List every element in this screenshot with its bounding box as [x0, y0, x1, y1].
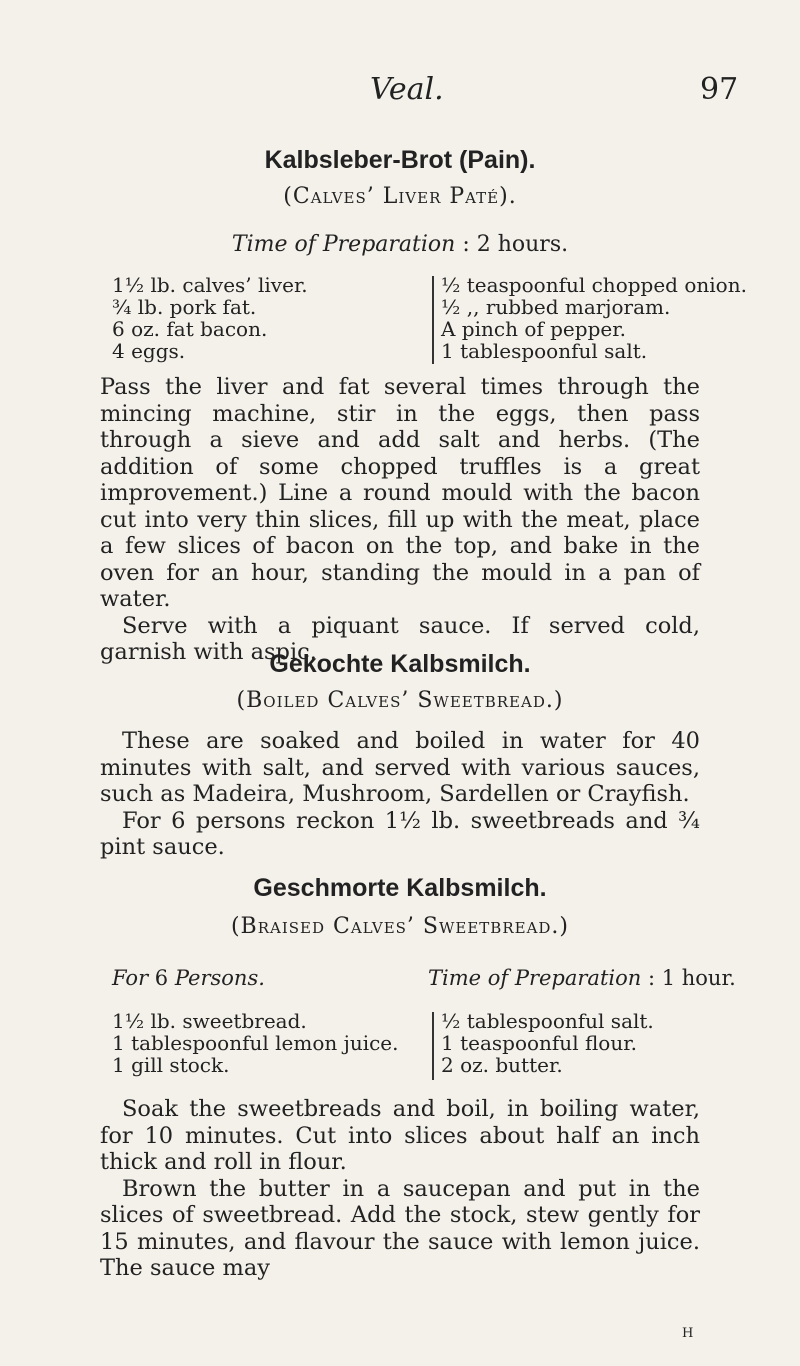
recipe2-title-en: (Boiled Calves’ Sweetbread.)	[236, 688, 564, 713]
recipe3-persons	[112, 966, 265, 990]
recipe2-method	[100, 728, 700, 861]
recipe1-ingredients-right	[441, 274, 747, 362]
recipe3-ingredients-right	[441, 1010, 654, 1076]
persons-number: 6	[154, 966, 169, 990]
column-divider	[432, 1012, 434, 1080]
ingredient-item: A pinch of pepper.	[441, 317, 626, 341]
method-paragraph: Soak the sweetbreads and boil, in boiling water, for 10 minutes. Cut into slices about half an inch thick and roll in flour.	[100, 1096, 700, 1175]
running-head	[0, 72, 800, 112]
method-paragraph: Serve with a piquant sauce. If served cold, garnish with aspic.	[100, 612, 700, 665]
chapter-title: Veal.	[370, 72, 444, 107]
page-number: 97	[700, 72, 739, 107]
recipe3-ingredients-left	[112, 1010, 399, 1076]
persons-suffix: Persons.	[174, 966, 265, 990]
recipe3-title-de: Geschmorte Kalbsmilch.	[253, 874, 547, 902]
prep-value: : 2 hours.	[462, 232, 569, 257]
ingredient-item: ¾ lb. pork fat.	[112, 295, 257, 319]
method-paragraph: Pass the liver and fat several times through the mincing machine, stir in the eggs, then pass through a sieve and add salt and herbs. (The addition of some chopped truffles is a great improvement.) Line a round mould with the bacon cut into very thin slices, fill up with the meat, place a few slices of bacon on the top, and bake in the oven for an hour, standing the mould in a pan of water.	[100, 374, 700, 612]
prep-value: : 1 hour.	[647, 966, 736, 990]
recipe3-method	[100, 1096, 700, 1282]
ingredient-item: ½ ,, rubbed marjoram.	[441, 295, 671, 319]
recipe1-title-de: Kalbsleber-Brot (Pain).	[264, 146, 536, 174]
recipe1-method	[100, 374, 700, 666]
ingredient-item: 1 tablespoonful salt.	[441, 339, 648, 363]
ingredient-item: 1 gill stock.	[112, 1053, 230, 1077]
recipe3-prep-time	[428, 966, 736, 990]
recipe3-title-en: (Braised Calves’ Sweetbread.)	[230, 914, 570, 939]
ingredient-item: 1½ lb. sweetbread.	[112, 1009, 307, 1033]
ingredient-item: 6 oz. fat bacon.	[112, 317, 268, 341]
ingredient-item: ½ tablespoonful salt.	[441, 1009, 654, 1033]
signature-mark: H	[682, 1326, 695, 1341]
method-paragraph: Brown the butter in a saucepan and put in the slices of sweetbread. Add the stock, stew gently for 15 minutes, and flavour the sauce with lemon juice. The sauce may	[100, 1175, 700, 1281]
ingredient-item: 1 teaspoonful flour.	[441, 1031, 637, 1055]
ingredient-item: 4 eggs.	[112, 339, 186, 363]
column-divider	[432, 276, 434, 364]
recipe1-prep-time	[0, 232, 800, 257]
recipe1-title-en: (Calves’ Liver Paté).	[283, 184, 517, 209]
recipe1-ingredients-left	[112, 274, 308, 362]
method-paragraph: These are soaked and boiled in water for 40 minutes with salt, and served with various sauces, such as Madeira, Mushroom, Sardellen or Crayfish.	[100, 728, 700, 807]
ingredient-item: 1½ lb. calves’ liver.	[112, 273, 308, 297]
ingredient-item: 1 tablespoonful lemon juice.	[112, 1031, 399, 1055]
persons-prefix: For	[112, 966, 149, 990]
ingredient-item: ½ teaspoonful chopped onion.	[441, 273, 747, 297]
prep-label: Time of Preparation	[231, 232, 456, 257]
prep-label: Time of Preparation	[428, 966, 642, 990]
recipe2-title-de: Gekochte Kalbsmilch.	[269, 650, 531, 678]
ingredient-item: 2 oz. butter.	[441, 1053, 563, 1077]
method-paragraph: For 6 persons reckon 1½ lb. sweetbreads and ¾ pint sauce.	[100, 807, 700, 860]
